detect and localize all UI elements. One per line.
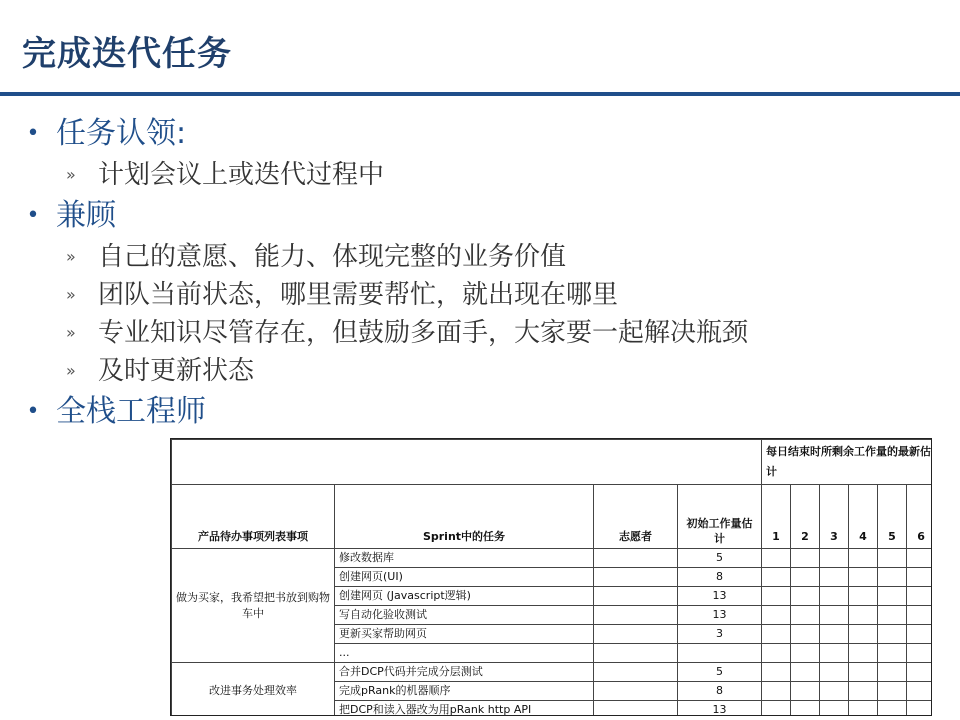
table-column-headers — [172, 485, 933, 549]
sub-bullet — [22, 238, 942, 276]
col-day-4: 4 — [849, 485, 878, 549]
estimate-cell: 3 — [678, 625, 762, 644]
bullet-marker: • — [26, 399, 40, 424]
bullet-full-stack — [22, 390, 942, 434]
bullet-list — [22, 112, 942, 434]
table-row — [172, 549, 933, 568]
sub-bullet-text: 及时更新状态 — [98, 356, 255, 386]
sub-bullet-marker: » — [66, 361, 76, 380]
task-cell: 创建网页 (Javascript逻辑) — [335, 587, 594, 606]
col-initial-estimate: 初始工作量估计 — [678, 485, 762, 549]
col-day-5: 5 — [878, 485, 907, 549]
task-cell: 完成pRank的机器顺序 — [335, 682, 594, 701]
task-cell: 写自动化验收测试 — [335, 606, 594, 625]
estimate-cell: 13 — [678, 587, 762, 606]
estimate-cell: 5 — [678, 549, 762, 568]
bullet-balance — [22, 194, 942, 238]
sub-bullet-text: 团队当前状态，哪里需要帮忙，就出现在哪里 — [98, 280, 619, 310]
col-backlog: 产品待办事项列表事项 — [172, 485, 335, 549]
task-cell: 把DCP和读入器改为用pRank http API — [335, 701, 594, 717]
sub-bullet-marker: » — [66, 247, 76, 266]
sub-bullet — [22, 276, 942, 314]
bullet-text: 兼顾 — [56, 198, 116, 233]
sub-bullet-marker: » — [66, 165, 76, 184]
bullet-marker: • — [26, 203, 40, 228]
story-cell: 做为买家，我希望把书放到购物车中 — [172, 549, 335, 663]
estimate-cell: 8 — [678, 568, 762, 587]
sub-bullet — [22, 156, 942, 194]
sub-bullet-text: 计划会议上或迭代过程中 — [98, 160, 385, 190]
task-cell: 修改数据库 — [335, 549, 594, 568]
sub-bullet-marker: » — [66, 285, 76, 304]
estimate-cell — [678, 644, 762, 663]
slide-title: 完成迭代任务 — [22, 34, 232, 74]
col-day-3: 3 — [820, 485, 849, 549]
col-day-6: 6 — [907, 485, 933, 549]
task-cell: 创建网页(UI) — [335, 568, 594, 587]
story-cell: 改进事务处理效率 — [172, 663, 335, 717]
bullet-task-claiming — [22, 112, 942, 156]
title-divider — [0, 92, 960, 96]
estimate-cell: 13 — [678, 606, 762, 625]
col-day-2: 2 — [791, 485, 820, 549]
bullet-marker: • — [26, 121, 40, 146]
sub-bullet-text: 自己的意愿、能力、体现完整的业务价值 — [98, 242, 567, 272]
estimate-cell: 5 — [678, 663, 762, 682]
task-cell: 合并DCP代码并完成分层测试 — [335, 663, 594, 682]
sprint-backlog-table — [170, 438, 932, 716]
remaining-estimate-header: 每日结束时所剩余工作量的最新估计 — [762, 440, 933, 485]
bullet-text: 全栈工程师 — [56, 394, 206, 429]
estimate-cell: 8 — [678, 682, 762, 701]
task-cell: ... — [335, 644, 594, 663]
sub-bullet — [22, 352, 942, 390]
sub-bullet-text: 专业知识尽管存在，但鼓励多面手，大家要一起解决瓶颈 — [98, 318, 749, 348]
table-header-top — [172, 440, 933, 485]
table-row — [172, 663, 933, 682]
sub-bullet-marker: » — [66, 323, 76, 342]
task-cell: 更新买家帮助网页 — [335, 625, 594, 644]
estimate-cell: 13 — [678, 701, 762, 717]
col-day-1: 1 — [762, 485, 791, 549]
bullet-text: 任务认领: — [56, 116, 187, 151]
col-task: Sprint中的任务 — [335, 485, 594, 549]
col-volunteer: 志愿者 — [594, 485, 678, 549]
sub-bullet — [22, 314, 942, 352]
